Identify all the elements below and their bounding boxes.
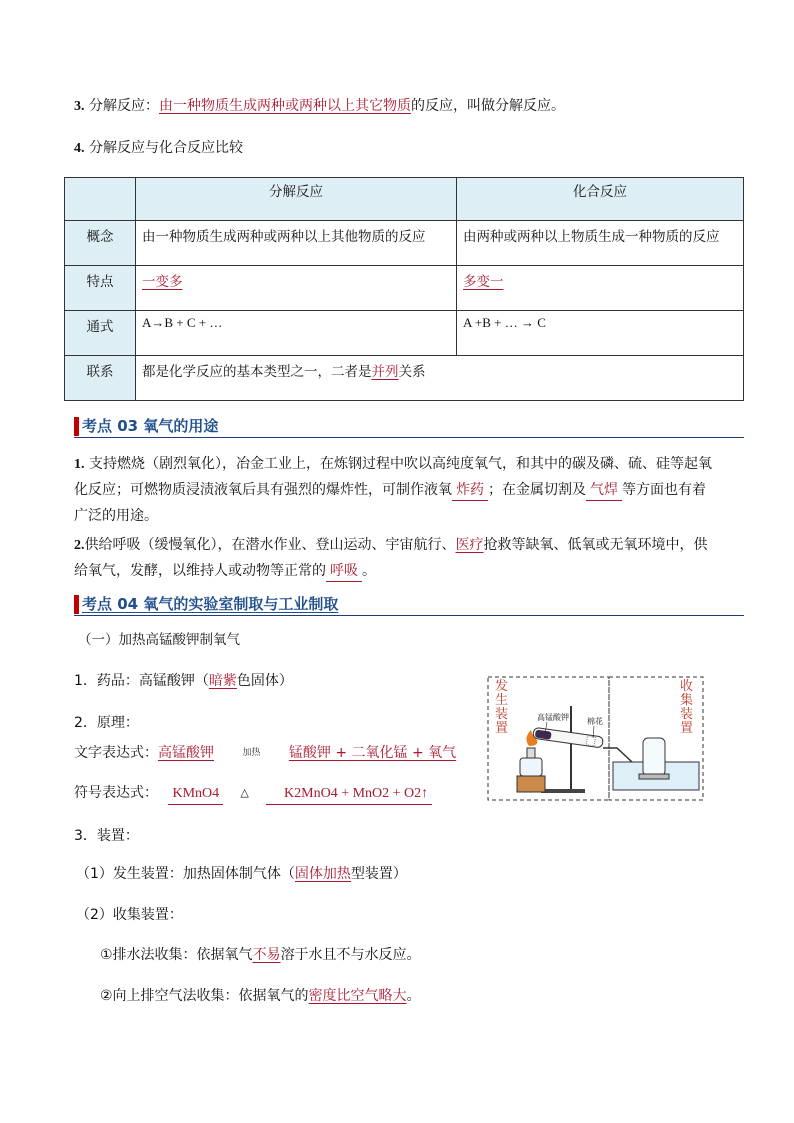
table-cell	[457, 266, 744, 311]
use-paragraph-2: 2.供给呼吸（缓慢氧化），在潜水作业、登山运动、宇宙航行、医疗抢救等缺氧、低氧或无氧环境中，供	[74, 537, 708, 553]
device-line: 3．装置：	[74, 828, 139, 844]
water-collection: ①排水法收集：依据氧气不易溶于水且不与水反应。	[100, 947, 421, 963]
word-equation: 文字表达式：高锰酸钾 加热 锰酸钾 + 二氧化锰 + 氧气	[74, 745, 457, 761]
generation-device: （1）发生装置：加热固体制气体（固体加热型装置）	[76, 866, 407, 882]
gen-label-3: 装	[495, 706, 509, 721]
table-row	[65, 356, 744, 401]
row-label: 联系	[65, 356, 136, 401]
collection-device: （2）收集装置：	[76, 907, 183, 923]
row-label: 特点	[65, 266, 136, 311]
table-row	[65, 311, 744, 356]
table-cell: 由一种物质生成两种或两种以上其他物质的反应	[136, 221, 457, 266]
col-label-3: 装	[680, 706, 694, 721]
row-label: 概念	[65, 221, 136, 266]
stand-base	[541, 789, 585, 793]
table-header-cell	[65, 178, 136, 221]
section-heading-kp03: 考点 03 氧气的用途	[74, 415, 744, 438]
reagent-label: 高锰酸钾	[537, 713, 569, 722]
table-cell: 都是化学反应的基本类型之一，二者是并列关系	[136, 356, 744, 401]
table-row	[65, 266, 744, 311]
use-paragraph-2-line-2: 给氧气，发酵，以维持人或动物等正常的 呼吸 。	[74, 561, 376, 582]
row-label: 通式	[65, 311, 136, 356]
use-paragraph-1: 1. 支持燃烧（剧烈氧化），冶金工业上，在炼钢过程中吹以高纯度氧气，和其中的碳及磷、硫、硅等起氧	[74, 456, 712, 472]
apparatus-diagram	[487, 676, 705, 802]
col-label-1: 收	[680, 678, 694, 693]
gen-label-2: 生	[495, 692, 509, 707]
table-cell: A→B + C + …	[136, 311, 457, 356]
table-header-cell: 化合反应	[457, 178, 744, 221]
table-row	[65, 221, 744, 266]
alcohol-lamp	[520, 758, 542, 776]
use-paragraph-1-line-3: 广泛的用途。	[74, 508, 158, 524]
cotton-label: 棉花	[587, 717, 603, 726]
heading-marker	[74, 417, 79, 436]
table-cell: A +B + … → C	[457, 311, 744, 356]
air-collection: ②向上排空气法收集：依据氧气的密度比空气略大。	[100, 988, 421, 1004]
drug-line: 1．药品：高锰酸钾（暗紫色固体）	[74, 673, 293, 689]
gen-label-4: 置	[495, 720, 509, 735]
gas-bottle	[643, 738, 665, 776]
table-header-row	[65, 178, 744, 221]
col-label-2: 集	[680, 692, 694, 707]
subsection-title: （一）加热高锰酸钾制氧气	[78, 632, 240, 648]
table-cell: 由两种或两种以上物质生成一种物质的反应	[457, 221, 744, 266]
table-cell	[136, 266, 457, 311]
wood-block	[517, 776, 545, 792]
answer-text: 多变一	[463, 274, 504, 290]
comparison-heading: 4. 分解反应与化合反应比较	[74, 140, 243, 156]
decomposition-definition: 3. 分解反应：由一种物质生成两种或两种以上其它物质的反应，叫做分解反应。	[74, 98, 565, 114]
heading-marker	[74, 595, 79, 614]
table-header-cell: 分解反应	[136, 178, 457, 221]
section-heading-kp04: 考点 04 氧气的实验室制取与工业制取	[74, 593, 744, 616]
principle-line: 2．原理：	[74, 715, 139, 731]
answer-text: 一变多	[142, 274, 183, 290]
use-paragraph-1-line-2: 化反应；可燃物质浸渍液氧后具有强烈的爆炸性，可制作液氧 炸药 ；在金属切割及 气焊 等方面也有着	[74, 480, 706, 501]
col-label-4: 置	[680, 720, 694, 735]
gen-label-1: 发	[495, 678, 509, 693]
symbol-equation: 符号表达式： KMnO4 △ K2MnO4 + MnO2 + O2↑	[74, 783, 432, 805]
comparison-table	[64, 177, 744, 401]
